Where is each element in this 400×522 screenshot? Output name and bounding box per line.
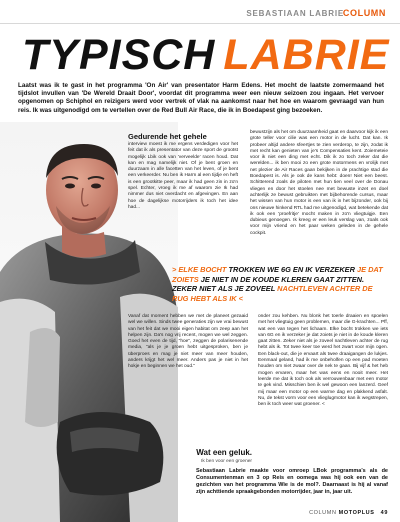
magazine-name: MOTOPLUS	[338, 510, 375, 516]
page-number: 49	[380, 510, 388, 516]
body-text-b: bewustzijn als het om duurzaamheid gaat en daarvoor kijk ik een grote teller voor cilie was een motor in de lucht. Dat kan. Ik probeer altijd andere sfeertjes te zien verderop, te zijn, zodat ik met recht kan genieten van je's Compensaties kent. Zoiemeteie voor ik niet een ding met echt. Dik ik zo toch zeker dat die werelden... ik ben mooi zo een grote motormens en vrolijk met net plezier de Air Races gaan bekijken in de prachtige stad die Boedapest is. Als je ook de kans hebt: doen! Niet een beest. Schitterend zoals de piloten met hun tien veel over de Donau vliegen en door het stoelen nee met bewuste inzet en doel achterlijk ze bewust gebruikten met bijbehorende cursus, maar het wissen van hun motor is een van ik in het bijzonder, ook bij ons nieuwe hinkend RTL had me uitgenodigd, wat betekende dat ik ook een 'proefritje' mocht maken in zo'n vliegtuigje. Een dubieus genoegen. Ik kreeg er een leuk verslag van, zoals ook voor mijn vriend en het paar weken geleden in de gehele cockpit.	[250, 130, 388, 236]
header-divider	[0, 23, 400, 24]
section-2-lead: Ik ben voor een groener	[201, 459, 252, 464]
intro-paragraph: Laatst was ik te gast in het programma 'On Air' van presentator Harm Edens. Het mocht de laatste zomermaand het tijdslot invullen van 'De Wereld Draait Door', voordat dit programma weer een nieuw seizoen zou ingaan. Het vervoer opgenomen op Schiphol en reizigers werd voor vertrek of vlak na aankomst naar het hoe en waarom gevraagd van hun reis. Ik was uitgenodigd om te vertellen over de Red Bull Air Race, die ik in Boedapest ging bezoeken.	[18, 82, 384, 114]
body-text-c: Vanaf dat moment hebben we met de planeet gezaaid wel we willen. Sinds twee generaties zijn we vrai bewust van het feit dat we mooi eigen habitat om zeep aan het helpen zijn. Da's nog vrij recent, mogen we wel zeggen. Goed het even de tijd, "hoe", zeggen de polarisenende media, "als je je groen hebt uitgesproken, ben je überproes en mag je niet meer van meer houden, anders krijgt het wel meer. Anders pas je niet in het hokje en beginnen we het oud."	[128, 314, 248, 370]
body-column-b	[250, 130, 388, 237]
quote-part-2: TROKKEN WE 6G EN IK VERZEKER	[228, 265, 355, 274]
title-part-1: TYPISCH	[22, 31, 216, 79]
columnist-name: SEBASTIAAN LABRIE	[246, 9, 344, 18]
page-footer	[309, 510, 388, 516]
section-heading-1: Gedurende het gehele	[128, 132, 207, 141]
author-bio: Sebastiaan Labrie maakte voor omroep LBok programma's als de Consumentenman en 3 op Reis en oomega was hij ook een van de gezichten van het programma Wie is de mol?. Daarnaast is hij al vanaf zijn achttiende spraakgebonden motorrijder, jaar in, jaar uit.	[196, 468, 388, 495]
quote-part-4: JE NIET IN DE KOUDE KLEREN GAAT ZITTEN. ZEKER NIET ALS JE ZOVEEL	[172, 274, 365, 294]
body-column-c	[128, 314, 248, 371]
article-title	[22, 32, 389, 78]
quote-part-1: > ELKE BOCHT	[172, 265, 229, 274]
body-text-d: onder zou kehben. Nu blonk het toerle draaien en spoelen met het vliegtuig geen problemen, maar die G-krachten... Pff, wat een van tegen het lichaam. Elke bocht trokken we iets van 6G en ik verzeker je dat zoiets je niet in de koude kleren gaat zitten. Zeker niet als je zoveel nachtleven achter de rug hebt als ik. Tot twee keer toe werd het zwart voor mijn ogen. Een black-out, die je ervaart als twee draaigangen de lukjes. Eenmaal geland, had ik me onbeholfen op een pad moeten houden om niet zwaar over de nek te gaan. Bij vijf & het heb mogen ervaren, maar het was eens en nooit meer. Het leerde me dat ik toch ook als verrouwenbaar met een motor te gek vind. Misschien ben ik wel gewoon een lanzerd. Geef mij maar een motor op een warme dag en plakkend asfalt. Nu, de tekst vorm voor een vlieglugmotor kan ik wegstrepen, ben ik toch weer wat groener. <	[258, 314, 388, 408]
section-heading-2: Wat een geluk.	[196, 448, 252, 457]
body-text-a: interview moest ik me ergens verdedigen voor het feit dat ik als presentator van deze sport de grootst mogelijk Lbik ook van 'verveelde' racen houd. Dat kan en mag namelijk niet. Of je bent groen en duurzaam in alle facetten van het leven, of je bent een verkeerder. Nu ben ik Harm al een tijdje en heft is een grootkitte peer, maar ik had geen zin in zo'n spel. Echter, vroeg ik me af waarom zie Ik had nimmer dus niet overdacht en afgevingen. En aan hoe de dagelijkse motorrijders ik toch het idee had...	[128, 142, 238, 210]
quote-part-5: NACHTLEVEN ACHTER DE RUG HEBT ALS IK <	[172, 284, 373, 303]
body-column-d	[258, 314, 388, 408]
footer-section: COLUMN	[309, 510, 337, 516]
body-column-a	[128, 142, 238, 211]
title-part-2: LABRIE	[223, 31, 390, 79]
section-tag: COLUMN	[342, 8, 386, 18]
quote-part-3: JE DAT ZOIETS	[172, 265, 383, 284]
pull-quote	[172, 265, 390, 303]
